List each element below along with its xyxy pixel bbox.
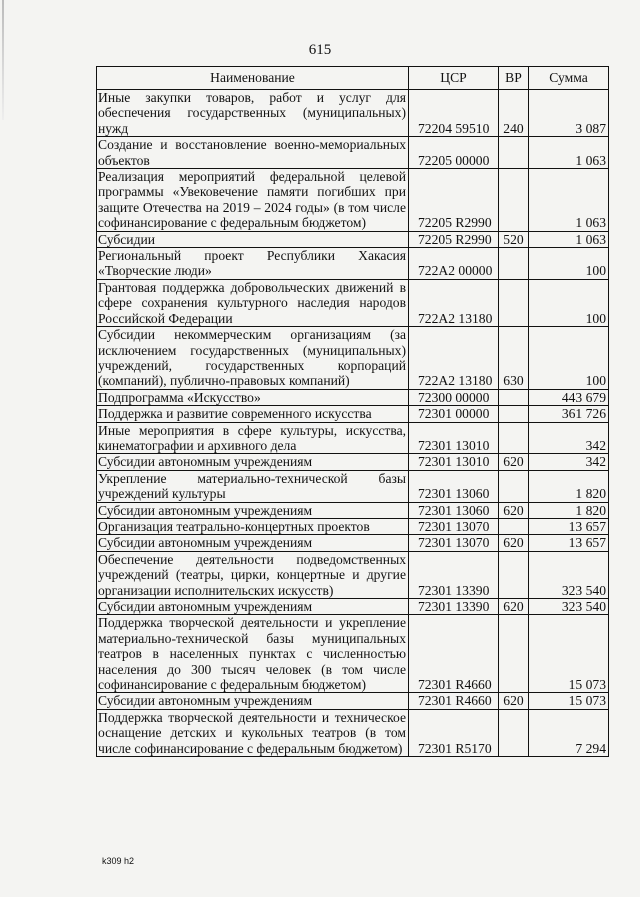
row-sum: 1 063 [529,169,609,232]
row-vr [499,518,529,534]
table-row [97,279,609,326]
row-csr: 722A2 13180 [409,279,499,326]
row-sum: 1 820 [529,502,609,518]
row-vr: 620 [499,599,529,615]
table-row [97,406,609,422]
table-row [97,599,609,615]
row-csr: 72301 13060 [409,470,499,502]
table-row [97,422,609,454]
row-name: Грантовая поддержка добровольческих движений в сфере сохранения культурного наследия народов Российской Федерации [97,279,409,326]
row-sum: 1 063 [529,137,609,169]
row-vr: 630 [499,327,529,390]
row-vr [499,615,529,693]
row-sum: 342 [529,422,609,454]
row-name: Создание и восстановление военно-мемориальных объектов [97,137,409,169]
row-sum: 1 820 [529,470,609,502]
table-row [97,470,609,502]
header-name: Наименование [97,67,409,90]
row-csr: 72301 13390 [409,599,499,615]
row-sum: 13 657 [529,535,609,551]
row-sum: 15 073 [529,615,609,693]
row-name: Обеспечение деятельности подведомственных учреждений (театры, цирки, концертные и другие организации исполнительских искусств) [97,551,409,598]
row-sum: 342 [529,454,609,470]
row-name: Субсидии автономным учреждениям [97,599,409,615]
header-csr: ЦСР [409,67,499,90]
row-sum: 443 679 [529,389,609,405]
row-vr [499,248,529,280]
row-name: Субсидии [97,231,409,247]
row-csr: 72300 00000 [409,389,499,405]
table-row [97,693,609,709]
row-sum: 100 [529,279,609,326]
row-sum: 13 657 [529,518,609,534]
table-row [97,454,609,470]
row-name: Иные закупки товаров, работ и услуг для обеспечения государственных (муниципальных) нужд [97,90,409,137]
row-sum: 7 294 [529,709,609,756]
row-name: Региональный проект Республики Хакасия «Творческие люди» [97,248,409,280]
table-row [97,169,609,232]
row-vr: 620 [499,693,529,709]
row-vr [499,709,529,756]
table-row [97,502,609,518]
row-vr [499,551,529,598]
row-vr [499,279,529,326]
row-name: Субсидии некоммерческим организациям (за исключением государственных (муниципальных) учреждений, государственных корпораций (компаний), публично-правовых компаний) [97,327,409,390]
row-sum: 361 726 [529,406,609,422]
row-name: Субсидии автономным учреждениям [97,693,409,709]
row-csr: 722A2 13180 [409,327,499,390]
row-name: Укрепление материально-технической базы учреждений культуры [97,470,409,502]
row-csr: 72301 R5170 [409,709,499,756]
table-row [97,551,609,598]
row-csr: 72301 13010 [409,454,499,470]
table-row [97,709,609,756]
row-sum: 3 087 [529,90,609,137]
table-row [97,389,609,405]
row-csr: 72301 R4660 [409,693,499,709]
row-sum: 100 [529,248,609,280]
table-row [97,90,609,137]
row-sum: 1 063 [529,231,609,247]
row-vr [499,169,529,232]
row-vr [499,470,529,502]
row-csr: 72301 13060 [409,502,499,518]
table-row [97,327,609,390]
row-vr [499,389,529,405]
header-sum: Сумма [529,67,609,90]
row-sum: 323 540 [529,599,609,615]
row-name: Поддержка творческой деятельности и техническое оснащение детских и кукольных театров (в том числе софинансирование с федеральным бюджетом) [97,709,409,756]
row-name: Подпрограмма «Искусство» [97,389,409,405]
row-vr: 520 [499,231,529,247]
table-body [97,90,609,757]
document-code: k309 h2 [102,856,135,866]
row-name: Субсидии автономным учреждениям [97,502,409,518]
table-row [97,535,609,551]
row-name: Субсидии автономным учреждениям [97,535,409,551]
row-csr: 72301 13070 [409,535,499,551]
table-row [97,137,609,169]
row-vr [499,137,529,169]
row-csr: 72301 R4660 [409,615,499,693]
row-vr: 620 [499,502,529,518]
table-row [97,615,609,693]
table-row [97,248,609,280]
row-name: Субсидии автономным учреждениям [97,454,409,470]
row-vr: 620 [499,454,529,470]
row-vr [499,406,529,422]
row-sum: 323 540 [529,551,609,598]
row-csr: 72301 13070 [409,518,499,534]
row-name: Организация театрально-концертных проектов [97,518,409,534]
row-csr: 72204 59510 [409,90,499,137]
row-name: Реализация мероприятий федеральной целевой программы «Увековечение памяти погибших при защите Отечества на 2019 – 2024 годы» (в том числе софинансирование с федеральным бюджетом) [97,169,409,232]
table-header-row [97,67,609,90]
row-csr: 72205 R2990 [409,231,499,247]
row-csr: 72301 13390 [409,551,499,598]
page-number: 615 [308,42,332,58]
row-name: Поддержка и развитие современного искусства [97,406,409,422]
row-vr: 620 [499,535,529,551]
row-csr: 72205 R2990 [409,169,499,232]
row-vr: 240 [499,90,529,137]
row-name: Поддержка творческой деятельности и укрепление материально-технической базы муниципальных театров в населенных пунктах с численностью населения до 300 тысяч человек (в том числе софинансирование с федеральным бюджетом) [97,615,409,693]
row-sum: 15 073 [529,693,609,709]
row-sum: 100 [529,327,609,390]
row-csr: 72301 13010 [409,422,499,454]
row-csr: 722A2 00000 [409,248,499,280]
row-csr: 72301 00000 [409,406,499,422]
table-row [97,231,609,247]
row-csr: 72205 00000 [409,137,499,169]
budget-table [96,66,609,757]
row-vr [499,422,529,454]
header-vr: ВР [499,67,529,90]
table-row [97,518,609,534]
scan-edge-shadow [2,0,4,120]
row-name: Иные мероприятия в сфере культуры, искусства, кинематографии и архивного дела [97,422,409,454]
